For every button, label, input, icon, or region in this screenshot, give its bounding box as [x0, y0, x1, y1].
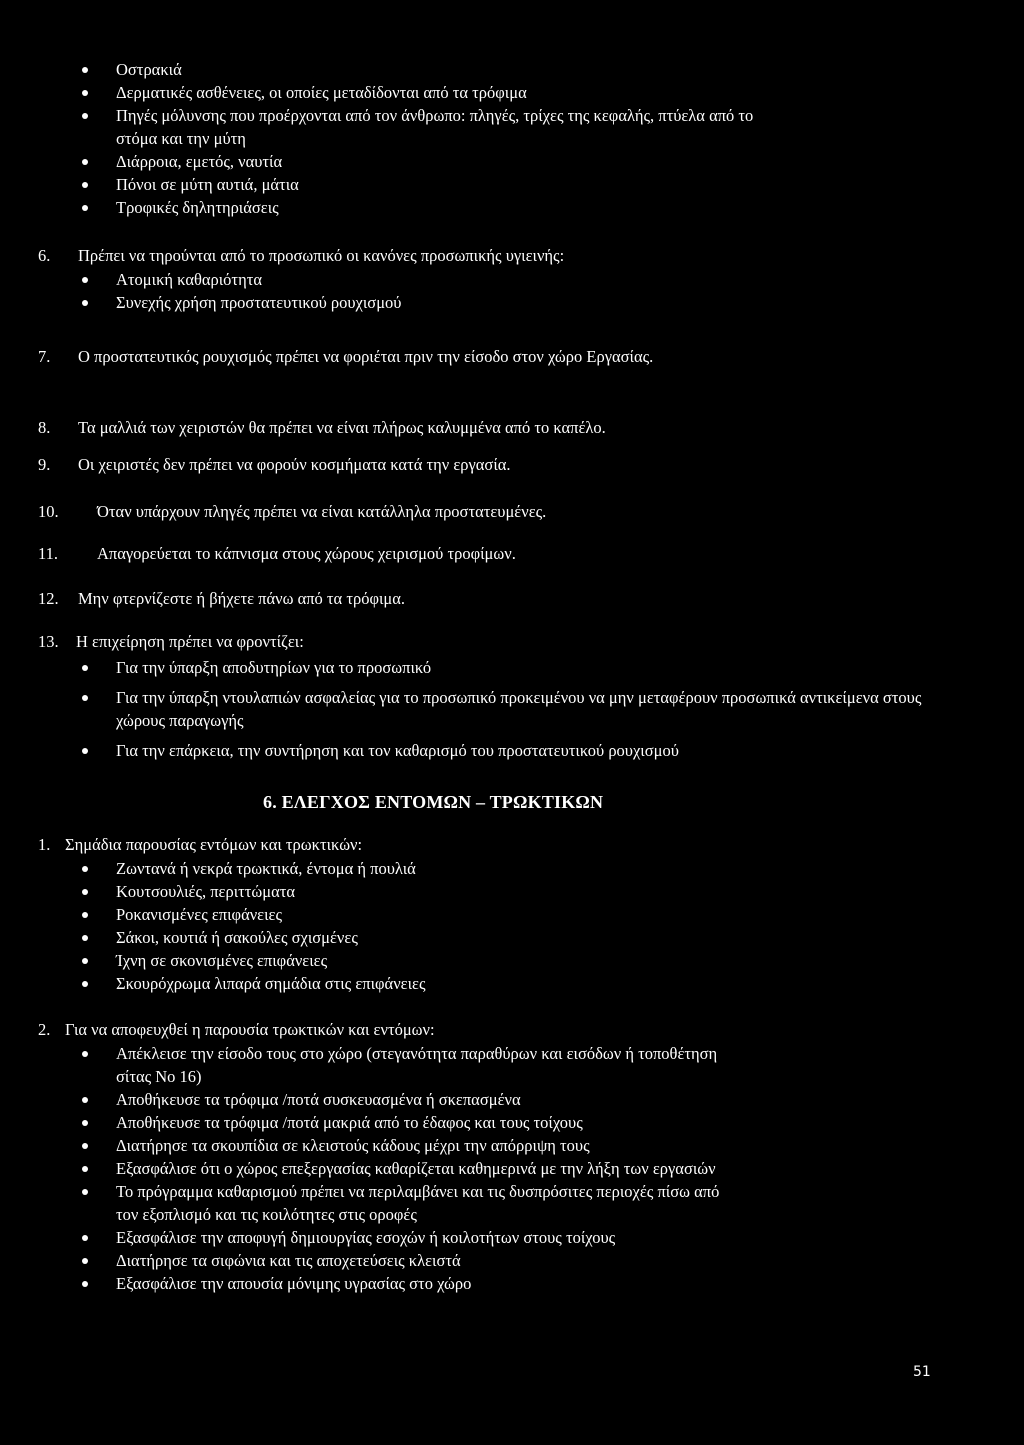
- item-number: 1.: [38, 835, 51, 854]
- item-text: Η επιχείρηση πρέπει να φροντίζει:: [76, 632, 304, 651]
- list-item: Συνεχής χρήση προστατευτικού ρουχισμού: [82, 291, 682, 314]
- list-item: Οστρακιά: [82, 58, 762, 81]
- item-number: 9.: [38, 455, 51, 474]
- item-text: Πρέπει να τηρούνται από το προσωπικό οι κανόνες προσωπικής υγιεινής:: [78, 246, 565, 265]
- list-item: Απέκλεισε την είσοδο τους στο χώρο (στεγανότητα παραθύρων και εισόδων ή τοποθέτηση σίτας Νο 16): [82, 1042, 756, 1088]
- list-item: Διατήρησε τα σιφώνια και τις αποχετεύσεις κλειστά: [82, 1249, 912, 1272]
- item-text: Οι χειριστές δεν πρέπει να φορούν κοσμήματα κατά την εργασία.: [78, 455, 511, 474]
- item-number: 7.: [38, 347, 51, 366]
- rule-item-10: [38, 500, 758, 523]
- section-heading: 6. ΕΛΕΓΧΟΣ ΕΝΤΟΜΩΝ – ΤΡΩΚΤΙΚΩΝ: [263, 792, 604, 812]
- rule-item-13: [38, 630, 738, 653]
- item-number: 11.: [38, 544, 59, 563]
- rule-item-12: [38, 587, 738, 610]
- item-text: Ο προστατευτικός ρουχισμός πρέπει να φοριέται πριν την είσοδο στον χώρο Εργασίας.: [78, 347, 654, 366]
- list-item: Εξασφάλισε την απουσία μόνιμης υγρασίας στο χώρο: [82, 1272, 912, 1295]
- list-item: Για την επάρκεια, την συντήρηση και τον καθαρισμό του προστατευτικού ρουχισμού: [82, 739, 962, 762]
- list-item: Ροκανισμένες επιφάνειες: [82, 903, 782, 926]
- list-item: Τροφικές δηλητηριάσεις: [82, 196, 762, 219]
- list-item: Σάκοι, κουτιά ή σακούλες σχισμένες: [82, 926, 782, 949]
- pest-prevention-list: [82, 1042, 912, 1295]
- list-item: Για την ύπαρξη αποδυτηρίων για το προσωπικό: [82, 656, 962, 679]
- item-number: 12.: [38, 589, 59, 608]
- pest-signs-list: [82, 857, 782, 995]
- item-text: Όταν υπάρχουν πληγές πρέπει να είναι κατάλληλα προστατευμένες.: [97, 502, 547, 521]
- list-item: Το πρόγραμμα καθαρισμού πρέπει να περιλαμβάνει και τις δυσπρόσιτες περιοχές πίσω από τον εξοπλισμό και τις κοιλότητες στις οροφές: [82, 1180, 726, 1226]
- rule-item-9: [38, 453, 738, 476]
- list-item: Εξασφάλισε ότι ο χώρος επεξεργασίας καθαρίζεται καθημερινά με την λήξη των εργασιών: [82, 1157, 912, 1180]
- item-text: Για να αποφευχθεί η παρουσία τρωκτικών και εντόμων:: [65, 1020, 435, 1039]
- list-item: Κουτσουλιές, περιττώματα: [82, 880, 782, 903]
- item-number: 13.: [38, 632, 59, 651]
- rule-item-7: [38, 345, 738, 368]
- page-number: 51: [913, 1364, 931, 1380]
- hygiene-list: [82, 268, 682, 314]
- section-item-2: [38, 1018, 738, 1041]
- list-item: Ατομική καθαριότητα: [82, 268, 682, 291]
- business-duties-list: [82, 656, 962, 762]
- list-item: Δερματικές ασθένειες, οι οποίες μεταδίδονται από τα τρόφιμα: [82, 81, 762, 104]
- list-item: Για την ύπαρξη ντουλαπιών ασφαλείας για το προσωπικό προκειμένου να μην μεταφέρουν προσωπικά αντικείμενα στους χώρους παραγωγής: [82, 686, 962, 732]
- list-item: Αποθήκευσε τα τρόφιμα /ποτά μακριά από το έδαφος και τους τοίχους: [82, 1111, 912, 1134]
- list-item: Σκουρόχρωμα λιπαρά σημάδια στις επιφάνειες: [82, 972, 782, 995]
- hazard-list: [82, 58, 762, 219]
- item-number: 10.: [38, 502, 59, 521]
- item-number: 8.: [38, 418, 51, 437]
- list-item: Ζωντανά ή νεκρά τρωκτικά, έντομα ή πουλιά: [82, 857, 782, 880]
- item-text: Τα μαλλιά των χειριστών θα πρέπει να είναι πλήρως καλυμμένα από το καπέλο.: [78, 418, 606, 437]
- item-number: 6.: [38, 246, 51, 265]
- rule-item-11: [38, 542, 758, 565]
- list-item: Διατήρησε τα σκουπίδια σε κλειστούς κάδους μέχρι την απόρριψη τους: [82, 1134, 912, 1157]
- item-text: Απαγορεύεται το κάπνισμα στους χώρους χειρισμού τροφίμων.: [97, 544, 516, 563]
- section-item-1: [38, 833, 738, 856]
- list-item: Ίχνη σε σκονισμένες επιφάνειες: [82, 949, 782, 972]
- item-text: Σημάδια παρουσίας εντόμων και τρωκτικών:: [65, 835, 363, 854]
- list-item: Αποθήκευσε τα τρόφιμα /ποτά συσκευασμένα ή σκεπασμένα: [82, 1088, 912, 1111]
- list-item: Διάρροια, εμετός, ναυτία: [82, 150, 762, 173]
- rule-item-8: [38, 416, 798, 439]
- rule-item-6: [38, 244, 758, 267]
- list-item: Πηγές μόλυνσης που προέρχονται από τον άνθρωπο: πληγές, τρίχες της κεφαλής, πτύελα από το στόμα και την μύτη: [82, 104, 756, 150]
- list-item: Εξασφάλισε την αποφυγή δημιουργίας εσοχών ή κοιλοτήτων στους τοίχους: [82, 1226, 912, 1249]
- item-number: 2.: [38, 1020, 51, 1039]
- item-text: Μην φτερνίζεστε ή βήχετε πάνω από τα τρόφιμα.: [78, 589, 406, 608]
- list-item: Πόνοι σε μύτη αυτιά, μάτια: [82, 173, 762, 196]
